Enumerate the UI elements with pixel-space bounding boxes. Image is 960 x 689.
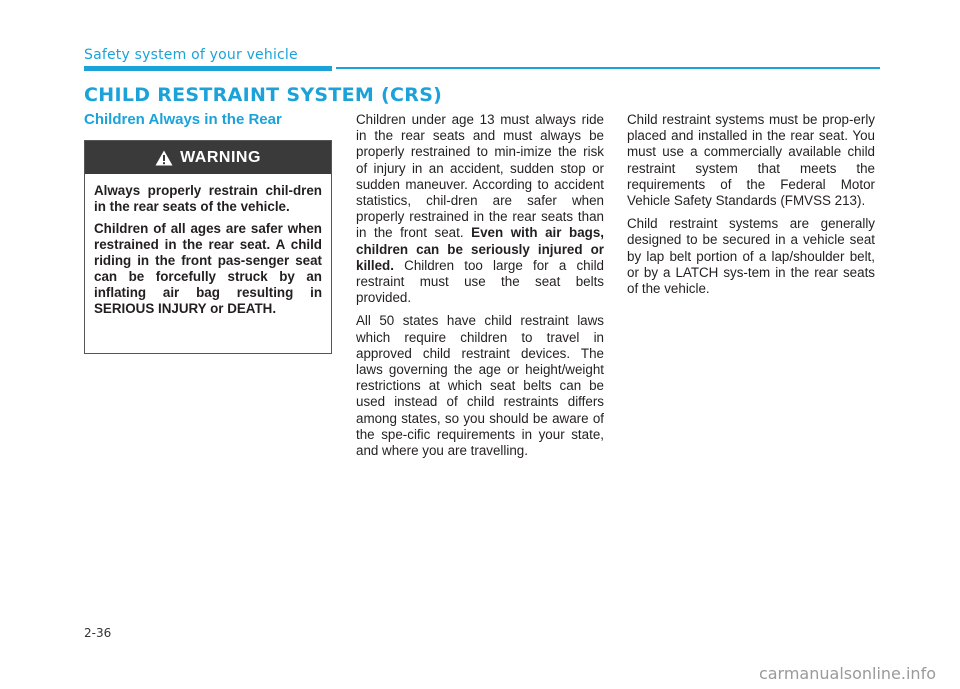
header-rule <box>336 67 880 69</box>
warning-paragraph: Always properly restrain chil-dren in the rear seats of the vehicle. <box>94 183 322 214</box>
warning-box <box>84 140 332 354</box>
warning-label: WARNING <box>180 148 261 166</box>
warning-body <box>85 174 331 317</box>
right-paragraph-2: Child restraint systems are generally designed to be secured in a vehicle seat by lap belt portion of a lap/shoulder belt, or by a LATCH sys-tem in the rear seats of the vehicle. <box>627 216 875 297</box>
page-number: 2-36 <box>84 626 112 640</box>
watermark[interactable]: carmanualsonline.info <box>758 664 936 683</box>
middle-column <box>356 112 604 466</box>
warning-header <box>85 141 331 174</box>
subheading: Children Always in the Rear <box>84 111 282 128</box>
emphasis-text: Even with air bags, children can be seriously injured or killed. <box>356 225 605 273</box>
middle-paragraph-2: All 50 states have child restraint laws which require children to travel in approved child restraint devices. The laws governing the age or height/weight restrictions at which seat belts can be used instead of child restraints differs among states, so you should be aware of the spe-cific requirements in your state, and where you are travelling. <box>356 313 604 459</box>
middle-paragraph-1 <box>356 112 604 306</box>
header-accent-bar <box>84 66 332 71</box>
chapter-title: CHILD RESTRAINT SYSTEM (CRS) <box>84 84 443 106</box>
right-column <box>627 112 875 304</box>
text-run: Children under age 13 must always ride in the rear seats and must always be properly restrained to min-imize the risk of injury in an accident, sudden stop or sudden maneuver. According to accident statistics, chil-dren are safer when properly restrained in the rear seats than in the front seat. <box>356 112 604 241</box>
warning-triangle-icon <box>155 150 173 166</box>
warning-paragraph: Children of all ages are safer when restrained in the rear seat. A child riding in the front pas-senger seat can be forcefully struck by an inflating air bag resulting in SERIOUS INJURY or DEATH. <box>94 221 322 316</box>
section-header: Safety system of your vehicle <box>84 47 298 63</box>
right-paragraph-1: Child restraint systems must be prop-erly placed and installed in the rear seat. You must use a commercially available child restraint system that meets the requirements of the Federal Motor Vehicle Safety Standards (FMVSS 213). <box>627 112 875 209</box>
text-run: Children too large for a child restraint must use the seat belts provided. <box>356 257 604 306</box>
